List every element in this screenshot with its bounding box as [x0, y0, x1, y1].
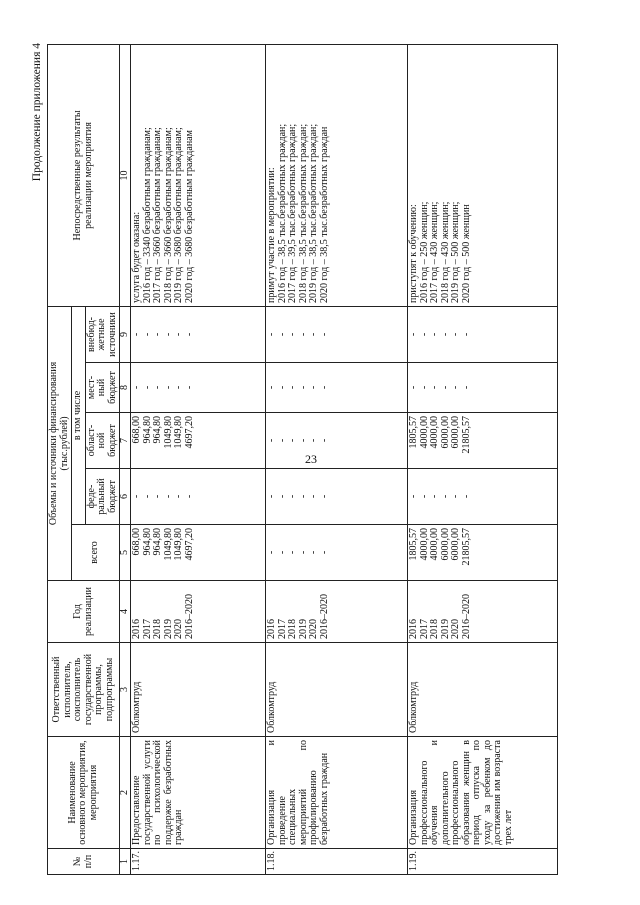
total-amount: - - - - - - — [266, 525, 408, 581]
column-number: 1 — [120, 849, 131, 875]
result-text: услуга будет оказана: 2016 год – 3340 безработным гражданам; 2017 год – 3660 безработным гражданам; 2018 год – 3660 безработным гражданам; 2019 год – 3680 безработным гражданам; 2020 год – 3680 безработным гражданам — [131, 44, 266, 306]
regional-amount: 1805,57 4000,00 4000,00 6000,00 6000,00 21805,57 — [408, 413, 558, 469]
table-row — [408, 44, 558, 874]
table-row — [131, 44, 266, 874]
row-number: 1.19. — [408, 849, 558, 875]
header-year: Год реализации — [48, 581, 120, 643]
page-number: 23 — [305, 452, 317, 466]
column-number: 2 — [120, 737, 131, 849]
column-number: 8 — [120, 363, 131, 413]
header-results: Непосредственные результаты реализации мероприятия — [48, 44, 120, 306]
executor: Облкомтруд — [408, 643, 558, 737]
rotated-sheet — [31, 33, 631, 875]
years: 2016 2017 2018 2019 2020 2016–2020 — [131, 581, 266, 643]
header-local: мест- ный бюджет — [85, 363, 120, 413]
local-amount: - - - - - - — [266, 363, 408, 413]
total-amount: 1805,57 4000,00 4000,00 6000,00 6000,00 21805,57 — [408, 525, 558, 581]
federal-amount: - - - - - - — [266, 469, 408, 525]
header-name: Наименование основного мероприятия, мероприятия — [48, 737, 120, 849]
federal-amount: - - - - - - — [131, 469, 266, 525]
extra-amount: - - - - - - — [266, 306, 408, 362]
column-number: 4 — [120, 581, 131, 643]
local-amount: - - - - - - — [131, 363, 266, 413]
federal-amount: - - - - - - — [408, 469, 558, 525]
program-table — [47, 44, 558, 875]
activity-name: Организация профессионального обучения и дополнительного профессионального образования женщин в период отпуска по уходу за ребенком до достижения им возраста трех лет — [408, 737, 558, 849]
regional-amount: - - - - - - — [266, 413, 408, 469]
header-extra: внебюд- жетные источники — [85, 306, 120, 362]
header-no: № п/п — [48, 849, 120, 875]
column-number: 3 — [120, 643, 131, 737]
table-row — [266, 44, 408, 874]
extra-amount: - - - - - - — [408, 306, 558, 362]
header-regional: област- ной бюджет — [85, 413, 120, 469]
header-total: всего — [72, 525, 120, 581]
years: 2016 2017 2018 2019 2020 2016–2020 — [266, 581, 408, 643]
column-number-row — [120, 44, 131, 874]
column-number: 5 — [120, 525, 131, 581]
row-number: 1.17. — [131, 849, 266, 875]
local-amount: - - - - - - — [408, 363, 558, 413]
header-federal: феде- ральный бюджет — [85, 469, 120, 525]
result-text: примут участие в мероприятии: 2016 год – 38,5 тыс.безработных граждан; 2017 год – 39,5 тыс.безработных граждан; 2018 год – 38,5 тыс.безработных граждан; 2019 год – 38,5 тыс.безработных граждан; 2020 год – 38,5 тыс.безработных граждан — [266, 44, 408, 306]
years: 2016 2017 2018 2019 2020 2016–2020 — [408, 581, 558, 643]
total-amount: 668,00 964,80 964,80 1049,80 1049,80 4697,20 — [131, 525, 266, 581]
regional-amount: 668,00 964,80 964,80 1049,80 1049,80 4697,20 — [131, 413, 266, 469]
executor: Облкомтруд — [131, 643, 266, 737]
column-number: 9 — [120, 306, 131, 362]
header-incl: в том числе — [72, 306, 86, 524]
column-number: 7 — [120, 413, 131, 469]
extra-amount: - - - - - - — [131, 306, 266, 362]
header-executor: Ответственный исполнитель, соисполнитель государственной программы, подпрограммы — [48, 643, 120, 737]
activity-name: Предоставление государственной услуги по психологической поддержке безработных граждан — [131, 737, 266, 849]
activity-name: Организация и проведение специальных мероприятий по профилированию безработных граждан — [266, 737, 408, 849]
row-number: 1.18. — [266, 849, 408, 875]
appendix-note: Продолжение приложения 4 — [31, 43, 43, 182]
executor: Облкомтруд — [266, 643, 408, 737]
result-text: приступят к обучению: 2016 год – 250 женщин; 2017 год – 430 женщин; 2018 год – 430 женщин; 2019 год – 500 женщин; 2020 год – 500 женщин — [408, 44, 558, 306]
column-number: 6 — [120, 469, 131, 525]
column-number: 10 — [120, 44, 131, 306]
header-funding: Объемы и источники финансирования (тыс.рублей) — [48, 306, 72, 580]
